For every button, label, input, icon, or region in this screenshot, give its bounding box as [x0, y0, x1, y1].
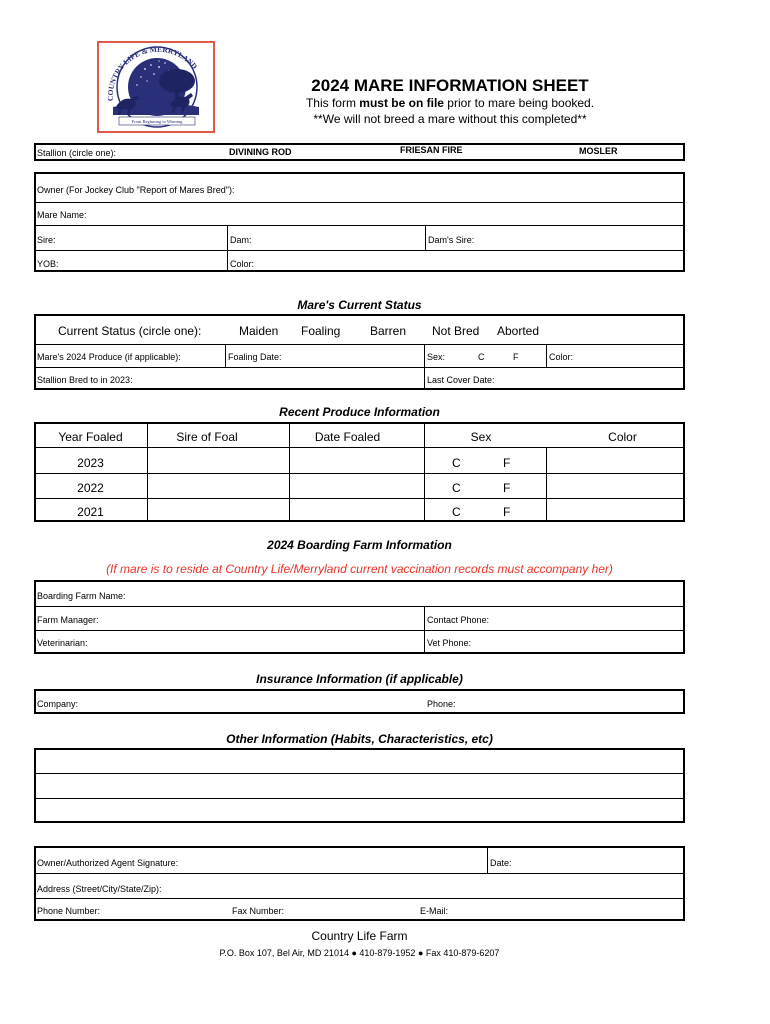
- divider: [546, 447, 547, 522]
- divider: [34, 773, 685, 774]
- status-heading: Mare's Current Status: [297, 298, 422, 312]
- divider: [34, 473, 685, 474]
- divider: [34, 344, 685, 345]
- owner-field[interactable]: Owner (For Jockey Club "Report of Mares Bred"):: [37, 185, 235, 195]
- status-option-foaling[interactable]: Foaling: [301, 324, 341, 338]
- address-field[interactable]: Address (Street/City/State/Zip):: [37, 884, 162, 894]
- logo-ribbon-text: From Beginning to Winning: [131, 119, 183, 124]
- table-row-sex-f[interactable]: F: [503, 456, 511, 470]
- line1-post: prior to mare being booked.: [443, 96, 595, 110]
- logo-graphic: [99, 43, 213, 131]
- stallion-label: Stallion (circle one):: [37, 148, 117, 158]
- line1-bold: must be on file: [359, 96, 444, 110]
- other-heading: Other Information (Habits, Characteristics, etc): [226, 732, 493, 746]
- table-row-year: 2021: [77, 505, 104, 519]
- col-header-sex: Sex: [470, 430, 492, 444]
- status-option-aborted[interactable]: Aborted: [497, 324, 540, 338]
- divider: [34, 606, 685, 607]
- table-row-year: 2022: [77, 481, 104, 495]
- stallion-option-friesan-fire[interactable]: FRIESAN FIRE: [400, 145, 463, 155]
- contact-phone-field[interactable]: Contact Phone:: [427, 615, 490, 625]
- insurance-heading: Insurance Information (if applicable): [256, 672, 463, 686]
- divider: [424, 344, 425, 390]
- col-header-year: Year Foaled: [58, 430, 123, 444]
- divider: [34, 202, 685, 203]
- divider: [227, 225, 228, 272]
- produce-color-field[interactable]: Color:: [549, 352, 574, 362]
- produce-heading: Recent Produce Information: [279, 405, 440, 419]
- col-header-color: Color: [608, 430, 637, 444]
- table-row-sex-f[interactable]: F: [503, 505, 511, 519]
- header-line-1: [230, 96, 670, 110]
- page-title: 2024 MARE INFORMATION SHEET: [311, 76, 589, 95]
- divider: [34, 250, 685, 251]
- dams-sire-field[interactable]: Dam's Sire:: [428, 235, 475, 245]
- divider: [34, 630, 685, 631]
- stallion-bred-field[interactable]: Stallion Bred to in 2023:: [37, 375, 133, 385]
- insurance-section: [34, 689, 685, 714]
- foaling-date-field[interactable]: Foaling Date:: [228, 352, 282, 362]
- divider: [34, 898, 685, 899]
- divider: [34, 225, 685, 226]
- last-cover-field[interactable]: Last Cover Date:: [427, 375, 495, 385]
- sire-field[interactable]: Sire:: [37, 235, 56, 245]
- col-header-date: Date Foaled: [314, 430, 381, 444]
- divider: [487, 846, 488, 873]
- table-row-sex-c[interactable]: C: [452, 456, 461, 470]
- farm-logo: [97, 41, 215, 133]
- boarding-section: [34, 580, 685, 654]
- stallion-option-divining-rod[interactable]: DIVINING ROD: [229, 147, 292, 157]
- divider: [225, 344, 226, 367]
- boarding-heading: 2024 Boarding Farm Information: [267, 538, 452, 552]
- dam-field[interactable]: Dam:: [230, 235, 252, 245]
- signature-field[interactable]: Owner/Authorized Agent Signature:: [37, 858, 179, 868]
- table-row-sex-f[interactable]: F: [503, 481, 511, 495]
- company-field[interactable]: Company:: [37, 699, 79, 709]
- status-option-barren[interactable]: Barren: [370, 324, 407, 338]
- divider: [34, 367, 685, 368]
- vet-phone-field[interactable]: Vet Phone:: [427, 638, 472, 648]
- status-option-not-bred[interactable]: Not Bred: [432, 324, 480, 338]
- insurance-phone-field[interactable]: Phone:: [427, 699, 456, 709]
- boarding-note: (If mare is to reside at Country Life/Merryland current vaccination records must accompany her): [106, 562, 613, 576]
- sex-option-c[interactable]: C: [478, 352, 485, 362]
- sex-option-f[interactable]: F: [513, 352, 519, 362]
- table-row-sex-c[interactable]: C: [452, 481, 461, 495]
- divider: [424, 606, 425, 654]
- divider: [546, 344, 547, 367]
- email-field[interactable]: E-Mail:: [420, 906, 449, 916]
- fax-number-field[interactable]: Fax Number:: [232, 906, 285, 916]
- footer-name: Country Life Farm: [311, 929, 408, 943]
- table-row-year: 2023: [77, 456, 104, 470]
- produce-field[interactable]: Mare's 2024 Produce (if applicable):: [37, 352, 181, 362]
- divider: [34, 798, 685, 799]
- line1-pre: This form: [305, 96, 360, 110]
- stallion-option-mosler[interactable]: MOSLER: [579, 146, 618, 156]
- col-header-sire: Sire of Foal: [176, 430, 238, 444]
- color-field[interactable]: Color:: [230, 259, 255, 269]
- current-status-label: Current Status (circle one):: [58, 324, 202, 338]
- other-info-area[interactable]: [34, 748, 685, 823]
- signature-date-field[interactable]: Date:: [490, 858, 512, 868]
- logo-arc-text: COUNTRY LIFE & MERRYLAND: [105, 44, 200, 102]
- footer-address: P.O. Box 107, Bel Air, MD 21014 ● 410-879-1952 ● Fax 410-879-6207: [219, 948, 500, 958]
- divider: [34, 873, 685, 874]
- mare-name-field[interactable]: Mare Name:: [37, 210, 87, 220]
- divider: [34, 498, 685, 499]
- divider: [34, 447, 685, 448]
- veterinarian-field[interactable]: Veterinarian:: [37, 638, 88, 648]
- header-line-2: **We will not breed a mare without this completed**: [313, 112, 587, 126]
- phone-number-field[interactable]: Phone Number:: [37, 906, 101, 916]
- status-option-maiden[interactable]: Maiden: [239, 324, 279, 338]
- divider: [425, 225, 426, 250]
- farm-name-field[interactable]: Boarding Farm Name:: [37, 591, 126, 601]
- yob-field[interactable]: YOB:: [37, 259, 59, 269]
- sex-field[interactable]: Sex:: [427, 352, 446, 362]
- farm-manager-field[interactable]: Farm Manager:: [37, 615, 99, 625]
- table-row-sex-c[interactable]: C: [452, 505, 461, 519]
